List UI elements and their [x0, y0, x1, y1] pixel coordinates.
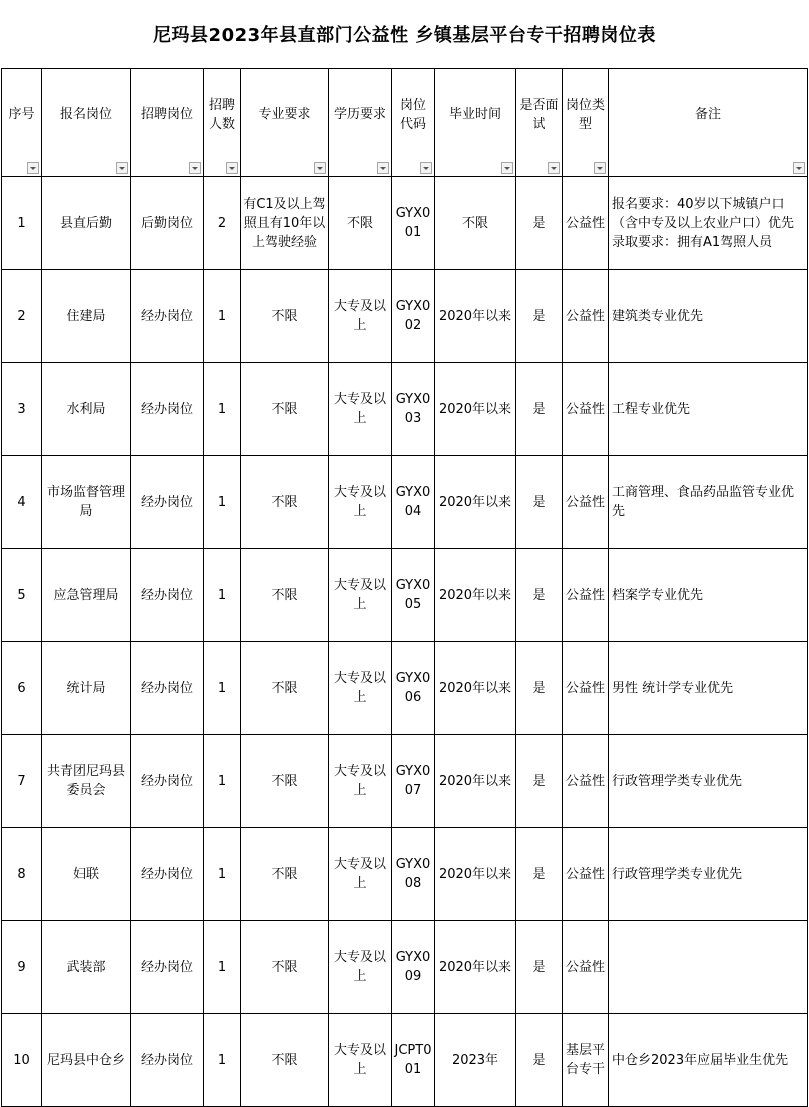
- cell-remarks[interactable]: 男性 统计学专业优先: [609, 642, 808, 735]
- cell-position-type[interactable]: 公益性: [563, 921, 609, 1014]
- cell-position-type[interactable]: 公益性: [563, 456, 609, 549]
- table-row: [2, 456, 808, 549]
- table-row: [2, 177, 808, 270]
- cell-major-req[interactable]: 不限: [241, 1014, 329, 1107]
- filter-dropdown-icon[interactable]: [189, 162, 201, 174]
- column-header-position-code: [392, 69, 435, 177]
- cell-major-req[interactable]: 不限: [241, 549, 329, 642]
- cell-edu-req[interactable]: 大专及以上: [329, 549, 392, 642]
- cell-remarks[interactable]: 行政管理学类专业优先: [609, 735, 808, 828]
- column-header-label: 招聘人数: [208, 97, 235, 132]
- filter-dropdown-icon[interactable]: [594, 162, 606, 174]
- cell-grad-time[interactable]: 2020年以来: [435, 363, 516, 456]
- cell-remarks[interactable]: 工程专业优先: [609, 363, 808, 456]
- cell-grad-time[interactable]: 2020年以来: [435, 270, 516, 363]
- cell-edu-req[interactable]: 大专及以上: [329, 456, 392, 549]
- table-row: [2, 1014, 808, 1107]
- filter-dropdown-icon[interactable]: [116, 162, 128, 174]
- cell-headcount[interactable]: 1: [204, 642, 241, 735]
- cell-remarks[interactable]: 行政管理学类专业优先: [609, 828, 808, 921]
- cell-grad-time[interactable]: 2020年以来: [435, 735, 516, 828]
- cell-seq[interactable]: 4: [2, 456, 42, 549]
- column-header-label: 报名岗位: [59, 107, 112, 122]
- column-header-headcount: [204, 69, 241, 177]
- column-header-label: 备注: [694, 107, 721, 122]
- cell-grad-time[interactable]: 2020年以来: [435, 549, 516, 642]
- positions-table: [1, 68, 808, 1107]
- table-row: [2, 642, 808, 735]
- column-header-label: 岗位类型: [565, 97, 605, 132]
- cell-seq[interactable]: 5: [2, 549, 42, 642]
- cell-position-code[interactable]: GYX006: [392, 642, 435, 735]
- cell-recruit-position[interactable]: 经办岗位: [131, 735, 204, 828]
- cell-grad-time[interactable]: 2020年以来: [435, 456, 516, 549]
- cell-remarks[interactable]: 报名要求：40岁以下城镇户口（含中专及以上农业户口）优先录取要求：拥有A1驾照人员: [609, 177, 808, 270]
- cell-headcount[interactable]: 1: [204, 735, 241, 828]
- column-header-label: 是否面试: [519, 97, 559, 132]
- cell-seq[interactable]: 8: [2, 828, 42, 921]
- cell-interview[interactable]: 是: [516, 735, 563, 828]
- cell-major-req[interactable]: 不限: [241, 921, 329, 1014]
- cell-position-type[interactable]: 公益性: [563, 735, 609, 828]
- cell-interview[interactable]: 是: [516, 177, 563, 270]
- cell-seq[interactable]: 10: [2, 1014, 42, 1107]
- column-header-apply-position: [42, 69, 131, 177]
- filter-dropdown-icon[interactable]: [793, 162, 805, 174]
- cell-position-type[interactable]: 基层平台专干: [563, 1014, 609, 1107]
- column-header-label: 序号: [8, 107, 35, 122]
- cell-major-req[interactable]: 有C1及以上驾照且有10年以上驾驶经验: [241, 177, 329, 270]
- column-header-position-type: [563, 69, 609, 177]
- cell-position-code[interactable]: GYX009: [392, 921, 435, 1014]
- cell-headcount[interactable]: 1: [204, 549, 241, 642]
- cell-major-req[interactable]: 不限: [241, 735, 329, 828]
- cell-recruit-position[interactable]: 经办岗位: [131, 1014, 204, 1107]
- table-row: [2, 921, 808, 1014]
- cell-interview[interactable]: 是: [516, 921, 563, 1014]
- cell-edu-req[interactable]: 不限: [329, 177, 392, 270]
- table-body: [2, 177, 808, 1107]
- cell-recruit-position[interactable]: 经办岗位: [131, 642, 204, 735]
- cell-seq[interactable]: 2: [2, 270, 42, 363]
- cell-position-code[interactable]: GYX005: [392, 549, 435, 642]
- page-title: 尼玛县2023年县直部门公益性 乡镇基层平台专干招聘岗位表: [153, 25, 656, 46]
- cell-apply-position[interactable]: 尼玛县中仓乡: [42, 1014, 131, 1107]
- cell-edu-req[interactable]: 大专及以上: [329, 735, 392, 828]
- filter-dropdown-icon[interactable]: [377, 162, 389, 174]
- cell-major-req[interactable]: 不限: [241, 363, 329, 456]
- cell-edu-req[interactable]: 大专及以上: [329, 1014, 392, 1107]
- cell-position-type[interactable]: 公益性: [563, 363, 609, 456]
- table-row: [2, 270, 808, 363]
- column-header-interview: [516, 69, 563, 177]
- cell-edu-req[interactable]: 大专及以上: [329, 828, 392, 921]
- cell-remarks[interactable]: [609, 921, 808, 1014]
- cell-grad-time[interactable]: 2020年以来: [435, 921, 516, 1014]
- cell-recruit-position[interactable]: 后勤岗位: [131, 177, 204, 270]
- cell-apply-position[interactable]: 市场监督管理局: [42, 456, 131, 549]
- cell-remarks[interactable]: 档案学专业优先: [609, 549, 808, 642]
- column-header-edu-req: [329, 69, 392, 177]
- cell-apply-position[interactable]: 县直后勤: [42, 177, 131, 270]
- cell-position-type[interactable]: 公益性: [563, 828, 609, 921]
- cell-headcount[interactable]: 1: [204, 363, 241, 456]
- cell-remarks[interactable]: 中仓乡2023年应届毕业生优先: [609, 1014, 808, 1107]
- cell-apply-position[interactable]: 水利局: [42, 363, 131, 456]
- cell-position-code[interactable]: GYX002: [392, 270, 435, 363]
- cell-interview[interactable]: 是: [516, 456, 563, 549]
- column-header-label: 岗位代码: [399, 97, 426, 132]
- cell-grad-time[interactable]: 2023年: [435, 1014, 516, 1107]
- cell-recruit-position[interactable]: 经办岗位: [131, 921, 204, 1014]
- column-header-label: 专业要求: [258, 107, 311, 122]
- column-header-seq: [2, 69, 42, 177]
- cell-position-code[interactable]: GYX001: [392, 177, 435, 270]
- cell-headcount[interactable]: 1: [204, 828, 241, 921]
- cell-position-type[interactable]: 公益性: [563, 270, 609, 363]
- cell-major-req[interactable]: 不限: [241, 642, 329, 735]
- cell-edu-req[interactable]: 大专及以上: [329, 921, 392, 1014]
- cell-recruit-position[interactable]: 经办岗位: [131, 363, 204, 456]
- cell-position-code[interactable]: GYX003: [392, 363, 435, 456]
- cell-position-type[interactable]: 公益性: [563, 642, 609, 735]
- cell-grad-time[interactable]: 2020年以来: [435, 642, 516, 735]
- cell-seq[interactable]: 7: [2, 735, 42, 828]
- cell-headcount[interactable]: 2: [204, 177, 241, 270]
- cell-position-code[interactable]: GYX008: [392, 828, 435, 921]
- filter-dropdown-icon[interactable]: [226, 162, 238, 174]
- table-row: [2, 735, 808, 828]
- cell-seq[interactable]: 1: [2, 177, 42, 270]
- cell-grad-time[interactable]: 不限: [435, 177, 516, 270]
- cell-interview[interactable]: 是: [516, 1014, 563, 1107]
- cell-position-code[interactable]: JCPT001: [392, 1014, 435, 1107]
- cell-recruit-position[interactable]: 经办岗位: [131, 549, 204, 642]
- table-row: [2, 549, 808, 642]
- filter-dropdown-icon[interactable]: [548, 162, 560, 174]
- cell-seq[interactable]: 9: [2, 921, 42, 1014]
- cell-headcount[interactable]: 1: [204, 270, 241, 363]
- cell-apply-position[interactable]: 统计局: [42, 642, 131, 735]
- column-header-recruit-position: [131, 69, 204, 177]
- cell-major-req[interactable]: 不限: [241, 456, 329, 549]
- cell-major-req[interactable]: 不限: [241, 270, 329, 363]
- cell-interview[interactable]: 是: [516, 828, 563, 921]
- column-header-label: 毕业时间: [448, 107, 501, 122]
- cell-apply-position[interactable]: 共青团尼玛县委员会: [42, 735, 131, 828]
- cell-edu-req[interactable]: 大专及以上: [329, 270, 392, 363]
- cell-seq[interactable]: 6: [2, 642, 42, 735]
- cell-headcount[interactable]: 1: [204, 456, 241, 549]
- cell-recruit-position[interactable]: 经办岗位: [131, 828, 204, 921]
- cell-remarks[interactable]: 工商管理、食品药品监管专业优先: [609, 456, 808, 549]
- cell-interview[interactable]: 是: [516, 549, 563, 642]
- cell-grad-time[interactable]: 2020年以来: [435, 828, 516, 921]
- cell-edu-req[interactable]: 大专及以上: [329, 363, 392, 456]
- filter-dropdown-icon[interactable]: [314, 162, 326, 174]
- column-header-major-req: [241, 69, 329, 177]
- cell-apply-position[interactable]: 武装部: [42, 921, 131, 1014]
- filter-dropdown-icon[interactable]: [27, 162, 39, 174]
- cell-position-code[interactable]: GYX007: [392, 735, 435, 828]
- cell-major-req[interactable]: 不限: [241, 828, 329, 921]
- cell-position-type[interactable]: 公益性: [563, 177, 609, 270]
- cell-recruit-position[interactable]: 经办岗位: [131, 270, 204, 363]
- column-header-grad-time: [435, 69, 516, 177]
- column-header-remarks: [609, 69, 808, 177]
- cell-headcount[interactable]: 1: [204, 1014, 241, 1107]
- cell-interview[interactable]: 是: [516, 270, 563, 363]
- cell-interview[interactable]: 是: [516, 642, 563, 735]
- column-header-label: 学历要求: [333, 107, 386, 122]
- cell-recruit-position[interactable]: 经办岗位: [131, 456, 204, 549]
- filter-dropdown-icon[interactable]: [420, 162, 432, 174]
- cell-headcount[interactable]: 1: [204, 921, 241, 1014]
- cell-seq[interactable]: 3: [2, 363, 42, 456]
- cell-apply-position[interactable]: 妇联: [42, 828, 131, 921]
- cell-apply-position[interactable]: 住建局: [42, 270, 131, 363]
- column-header-label: 招聘岗位: [140, 107, 193, 122]
- filter-dropdown-icon[interactable]: [501, 162, 513, 174]
- cell-apply-position[interactable]: 应急管理局: [42, 549, 131, 642]
- cell-position-type[interactable]: 公益性: [563, 549, 609, 642]
- table-row: [2, 828, 808, 921]
- cell-interview[interactable]: 是: [516, 363, 563, 456]
- cell-position-code[interactable]: GYX004: [392, 456, 435, 549]
- cell-edu-req[interactable]: 大专及以上: [329, 642, 392, 735]
- cell-remarks[interactable]: 建筑类专业优先: [609, 270, 808, 363]
- header-row: [2, 69, 808, 177]
- table-row: [2, 363, 808, 456]
